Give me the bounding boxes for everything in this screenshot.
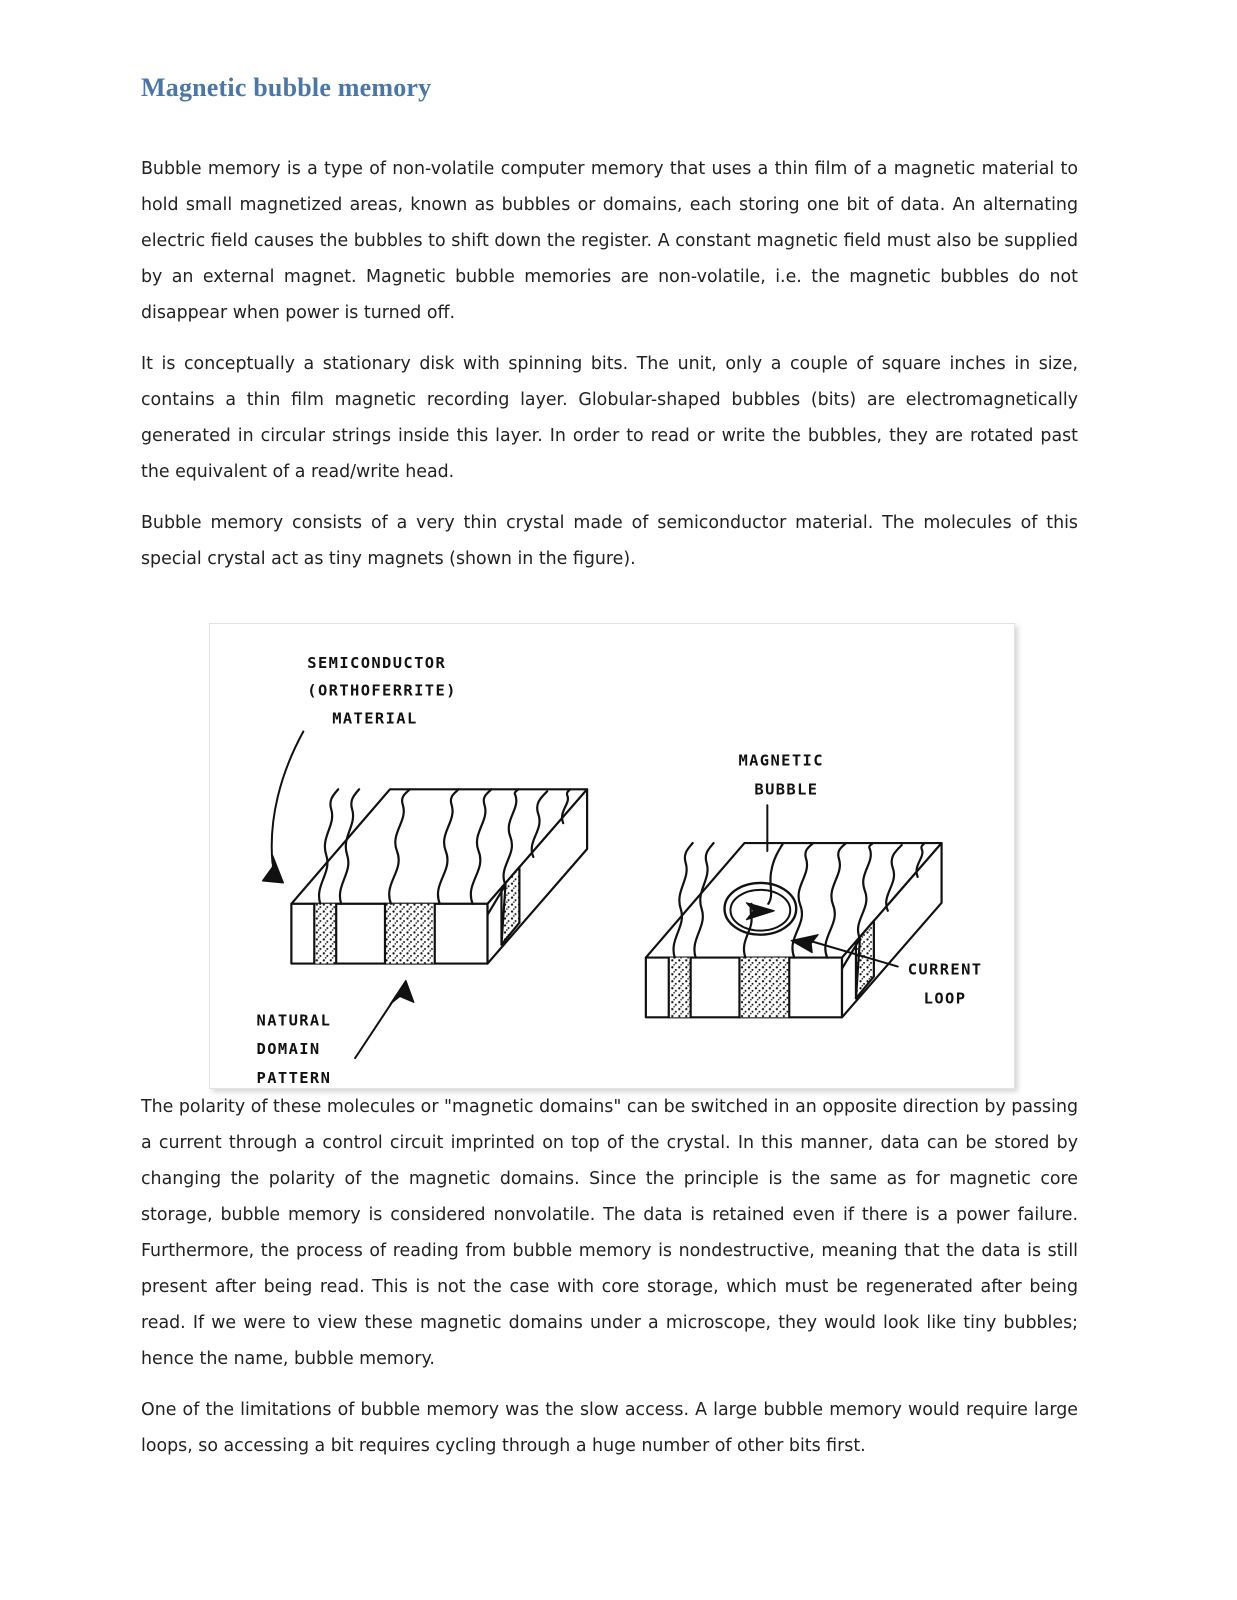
label-magnetic-line1: MAGNETIC [738, 751, 824, 770]
label-semiconductor-line2: (ORTHOFERRITE) [307, 681, 457, 700]
label-current-line2: LOOP [923, 989, 967, 1008]
page-content [141, 0, 1078, 1464]
paragraph-3: Bubble memory consists of a very thin crystal made of semiconductor material. The molecules of this special crystal act as tiny magnets (shown in the figure). [141, 513, 1078, 570]
bubble-memory-figure [209, 623, 1015, 1089]
label-natural-line3: PATTERN [256, 1069, 332, 1088]
label-magnetic-line2: BUBBLE [754, 780, 819, 799]
label-natural-line2: DOMAIN [256, 1040, 321, 1059]
label-natural-line1: NATURAL [256, 1011, 332, 1030]
page-title: Magnetic bubble memory [141, 73, 432, 102]
paragraph-1: Bubble memory is a type of non-volatile computer memory that uses a thin film of a magnetic material to hold small magnetized areas, known as bubbles or domains, each storing one bit of data. An alternating electric field causes the bubbles to shift down the register. A constant magnetic field must also be supplied by an external magnet. Magnetic bubble memories are non-volatile, i.e. the magnetic bubbles do not disappear when power is turned off. [141, 159, 1078, 324]
figure-container [209, 623, 1015, 1089]
paragraph-2: It is conceptually a stationary disk with spinning bits. The unit, only a couple of square inches in size, contains a thin film magnetic recording layer. Globular-shaped bubbles (bits) are electromagnetically generated in circular strings inside this layer. In order to read or write the bubbles, they are rotated past the equivalent of a read/write head. [141, 354, 1078, 483]
natural-domain-leader-line [355, 997, 396, 1059]
natural-domain-arrowhead [390, 981, 414, 1005]
paragraph-5: One of the limitations of bubble memory was the slow access. A large bubble memory would require large loops, so accessing a bit requires cycling through a huge number of other bits first. [141, 1400, 1078, 1457]
semiconductor-arrowhead [263, 855, 284, 883]
semiconductor-leader-line [272, 732, 304, 863]
label-current-line1: CURRENT [907, 960, 983, 979]
label-semiconductor-line3: MATERIAL [332, 709, 418, 728]
label-semiconductor-line1: SEMICONDUCTOR [307, 653, 447, 672]
paragraph-4: The polarity of these molecules or "magnetic domains" can be switched in an opposite direction by passing a current through a control circuit imprinted on top of the crystal. In this manner, data can be stored by changing the polarity of the magnetic domains. Since the principle is the same as for magnetic core storage, bubble memory is considered nonvolatile. The data is retained even if there is a power failure. Furthermore, the process of reading from bubble memory is nondestructive, meaning that the data is still present after being read. This is not the case with core storage, which must be regenerated after being read. If we were to view these magnetic domains under a microscope, they would look like tiny bubbles; hence the name, bubble memory. [141, 1097, 1078, 1370]
figure-drawing [210, 624, 1014, 1088]
